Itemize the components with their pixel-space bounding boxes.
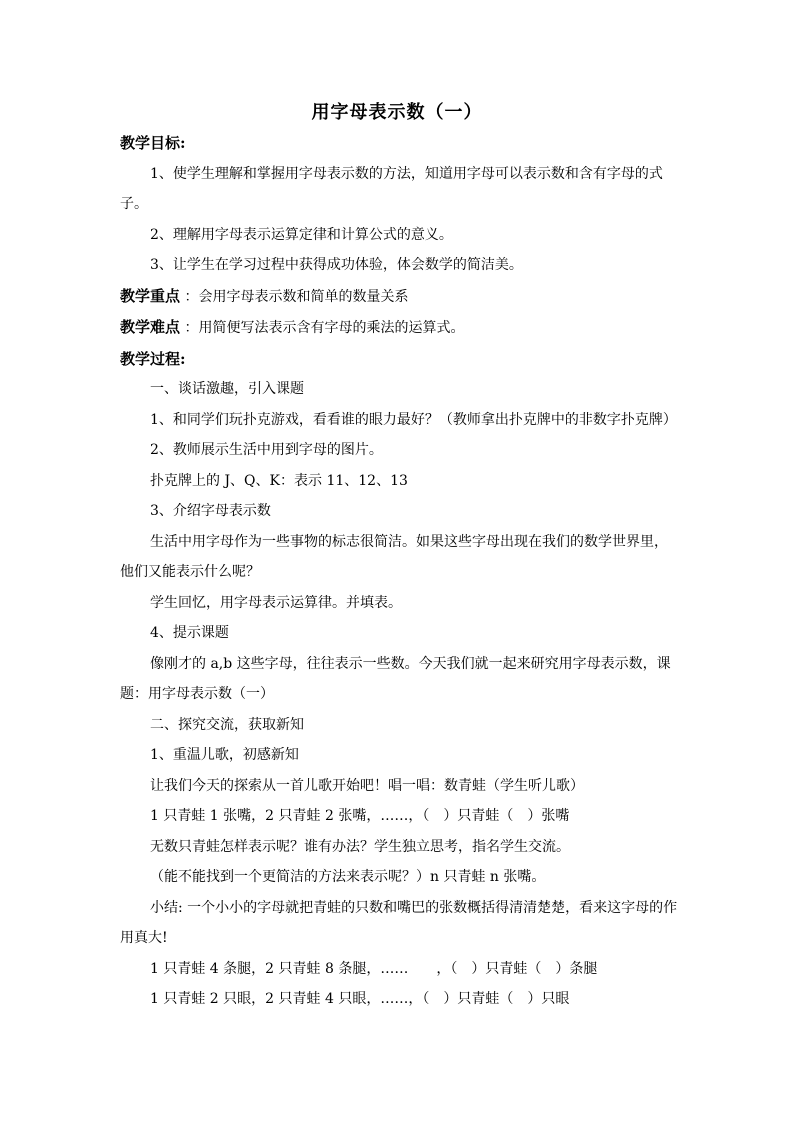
goal-item-2: 2、理解用字母表示运算定律和计算公式的意义。 bbox=[150, 226, 453, 243]
paragraph: 让我们今天的探索从一首儿歌开始吧！唱一唱：数青蛙（学生听儿歌） bbox=[150, 777, 584, 794]
paragraph: 生活中用字母作为一些事物的标志很简洁。如果这些字母出现在我们的数学世界里，他们又能表示什么呢？ bbox=[120, 533, 668, 580]
difficulty-text: ：用简便写法表示含有字母的乘法的运算式。 bbox=[180, 320, 465, 336]
paragraph: 2、教师展示生活中用到字母的图片。 bbox=[150, 442, 383, 458]
difficulty-line bbox=[120, 312, 680, 344]
paragraph: 1 只青蛙 2 只眼，2 只青蛙 4 只眼，……，（ ）只青蛙（ ）只眼 bbox=[150, 991, 570, 1007]
key-point-label: 教学重点 bbox=[120, 286, 181, 305]
paragraph: 学生回忆，用字母表示运算律。并填表。 bbox=[150, 594, 402, 611]
paragraph: 二、探究交流，获取新知 bbox=[150, 716, 304, 733]
paragraph: 扑克牌上的 J、Q、K：表示 11、12、13 bbox=[150, 472, 408, 489]
paragraph: 3、介绍字母表示数 bbox=[150, 503, 271, 519]
paragraph: 1、重温儿歌，初感新知 bbox=[150, 747, 299, 763]
goal-item-1: 1、使学生理解和掌握用字母表示数的方法，知道用字母可以表示数和含有字母的式子。 bbox=[120, 165, 663, 212]
page-title: 用字母表示数（一） bbox=[311, 102, 483, 123]
paragraph: 小结: 一个小小的字母就把青蛙的只数和嘴巴的张数概括得清清楚楚，看来这字母的作用真大! bbox=[120, 899, 678, 946]
key-point-line bbox=[120, 281, 680, 313]
paragraph: 像刚才的 a,b 这些字母，往往表示一些数。今天我们就一起来研究用字母表示数，课题：用字母表示数（一） bbox=[120, 655, 671, 702]
difficulty-label: 教学难点 bbox=[120, 318, 181, 336]
document-body bbox=[120, 128, 680, 1015]
paragraph: 一、谈话激趣，引入课题 bbox=[150, 381, 304, 397]
paragraph: 1 只青蛙 1 张嘴，2 只青蛙 2 张嘴，……，（ ）只青蛙（ ）张嘴 bbox=[150, 808, 570, 824]
key-point-text: ：会用字母表示数和简单的数量关系 bbox=[180, 288, 409, 305]
paragraph: 无数只青蛙怎样表示呢？谁有办法？学生独立思考，指名学生交流。 bbox=[150, 838, 570, 855]
paragraph: 1、和同学们玩扑克游戏，看看谁的眼力最好？（教师拿出扑克牌中的非数字扑克牌） bbox=[150, 411, 677, 428]
paragraph: 1 只青蛙 4 条腿，2 只青蛙 8 条腿，…… ，（ ）只青蛙（ ）条腿 bbox=[150, 960, 598, 977]
goals-heading: 教学目标: bbox=[120, 134, 186, 152]
goal-item-3: 3、让学生在学习过程中获得成功体验，体会数学的简洁美。 bbox=[150, 257, 523, 273]
paragraph: 4、提示课题 bbox=[150, 625, 229, 641]
process-heading: 教学过程: bbox=[120, 349, 186, 368]
paragraph: （能不能找到一个更简洁的方法来表示呢？）n 只青蛙 n 张嘴。 bbox=[150, 869, 546, 885]
